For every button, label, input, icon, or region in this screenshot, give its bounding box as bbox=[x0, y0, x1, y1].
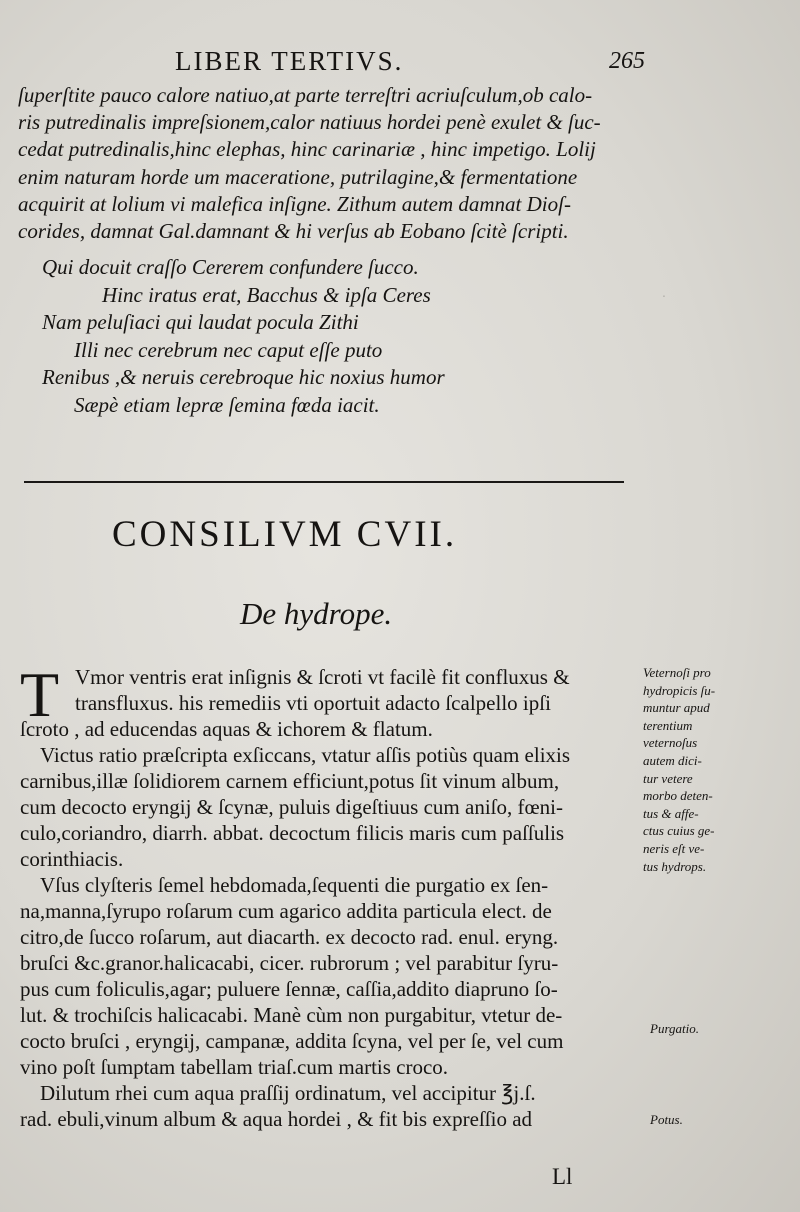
margin-note-line: tus hydrops. bbox=[643, 858, 707, 874]
verse-block bbox=[42, 254, 602, 420]
margin-note-line: ctus cuius ge- bbox=[643, 823, 715, 839]
verse-line: Sæpè etiam lepræ ſemina fœda iacit. bbox=[74, 392, 380, 417]
body-line: carnibus,illæ ſolidiorem carnem efficiunt,potus ſit vinum album, bbox=[20, 769, 560, 793]
verse-line: Qui docuit craſſo Cererem confundere ſucco. bbox=[42, 255, 419, 279]
margin-note-potus: Potus. bbox=[650, 1112, 683, 1127]
verse-line: Nam peluſiaci qui laudat pocula Zithi bbox=[42, 310, 359, 335]
margin-note-purgatio: Purgatio. bbox=[650, 1021, 699, 1036]
margin-note-line: autem dici- bbox=[643, 752, 702, 768]
body-line: citro,de ſucco roſarum, aut diacarth. ex decocto rad. enul. eryng. bbox=[20, 925, 559, 949]
body-line: pus cum foliculis,agar; puluere ſennæ, caſſia,addito diapruno ſo- bbox=[20, 977, 558, 1001]
body-line: cocto bruſci , eryngij, campanæ, addita ſcyna, vel per ſe, vel cum bbox=[20, 1029, 564, 1053]
body-line: Vmor ventris erat inſignis & ſcroti vt facilè fit confluxus & bbox=[75, 665, 570, 689]
margin-note-line: terentium bbox=[643, 717, 693, 733]
body-text bbox=[20, 659, 640, 1132]
consilium-subheading: De hydrope. bbox=[240, 596, 393, 631]
body-line: Dilutum rhei cum aqua praſſij ordinatum, vel accipitur ℥j.ſ. bbox=[40, 1081, 536, 1105]
italic-line: ſuperſtite pauco calore natiuo,at parte terreſtri acriuſculum,ob calo- bbox=[18, 83, 593, 107]
drop-cap: T bbox=[20, 659, 60, 730]
margin-note-line: veternoſus bbox=[643, 735, 698, 751]
verse-line: Renibus ,& neruis cerebroque hic noxius humor bbox=[42, 365, 445, 390]
margin-note-line: neris eſt ve- bbox=[643, 840, 705, 856]
body-line: cum decocto eryngij & ſcynæ, puluis digeſtiuus cum aniſo, fœni- bbox=[20, 795, 563, 819]
margin-note-line: muntur apud bbox=[643, 700, 710, 716]
body-line: culo,coriandro, diarrh. abbat. decoctum filicis maris cum paſſulis bbox=[20, 821, 565, 845]
consilium-heading: CONSILIVM CVII. bbox=[112, 514, 458, 555]
body-line: transfluxus. his remediis vti oportuit adacto ſcalpello ipſi bbox=[75, 691, 551, 715]
body-line: bruſci &c.granor.halicacabi, cicer. rubrorum ; vel parabitur ſyru- bbox=[20, 951, 559, 975]
section-divider bbox=[24, 481, 624, 483]
verse-line: Hinc iratus erat, Bacchus & ipſa Ceres bbox=[102, 282, 431, 307]
italic-text-block bbox=[18, 82, 633, 245]
body-line: na,manna,ſyrupo roſarum cum agarico addita particula elect. de bbox=[20, 899, 552, 923]
italic-line: cedat putredinalis,hinc elephas, hinc carinariæ , hinc impetigo. Lolij bbox=[18, 137, 596, 162]
margin-note-line: tur vetere bbox=[643, 770, 693, 786]
italic-line: enim naturam horde um maceratione, putrilagine,& fermentatione bbox=[18, 164, 578, 189]
body-line: ſcroto , ad educendas aquas & ichorem & flatum. bbox=[20, 717, 433, 741]
page-number: 265 bbox=[609, 48, 645, 74]
body-line: corinthiacis. bbox=[20, 847, 124, 871]
body-line: Victus ratio præſcripta exſiccans, vtatur aſſis potiùs quam elixis bbox=[40, 743, 571, 767]
running-head bbox=[175, 46, 645, 80]
margin-note-line: Veternoſi pro bbox=[643, 665, 711, 680]
body-line: lut. & trochiſcis halicacabi. Manè cùm non purgabitur, vtetur de- bbox=[20, 1003, 563, 1027]
signature-mark: Ll bbox=[552, 1164, 573, 1189]
italic-line: corides, damnat Gal.damnant & hi verſus ab Eobano ſcitè ſcripti. bbox=[18, 219, 569, 244]
italic-line: ris putredinalis impreſsionem,calor natiuus hordei penè exulet & ſuc- bbox=[18, 110, 601, 135]
body-line: vino poſt ſumptam tabellam triaſ.cum martis croco. bbox=[20, 1055, 449, 1079]
italic-line: acquirit at lolium vi malefica inſigne. Zithum autem damnat Dioſ- bbox=[18, 191, 571, 216]
body-line: rad. ebuli,vinum album & aqua hordei , & fit bis expreſſio ad bbox=[20, 1107, 533, 1131]
margin-note-veternosi bbox=[643, 664, 793, 875]
margin-note-line: morbo deten- bbox=[643, 788, 713, 804]
margin-note-line: tus & affe- bbox=[643, 805, 699, 821]
margin-note-line: hydropicis ſu- bbox=[643, 682, 716, 698]
running-head-title: LIBER TERTIVS. bbox=[175, 46, 404, 76]
bleed-through-mark: · bbox=[662, 290, 666, 305]
body-line: Vſus clyſteris ſemel hebdomada,ſequenti die purgatio ex ſen- bbox=[40, 873, 549, 897]
verse-line: Illi nec cerebrum nec caput eſſe puto bbox=[74, 337, 383, 362]
